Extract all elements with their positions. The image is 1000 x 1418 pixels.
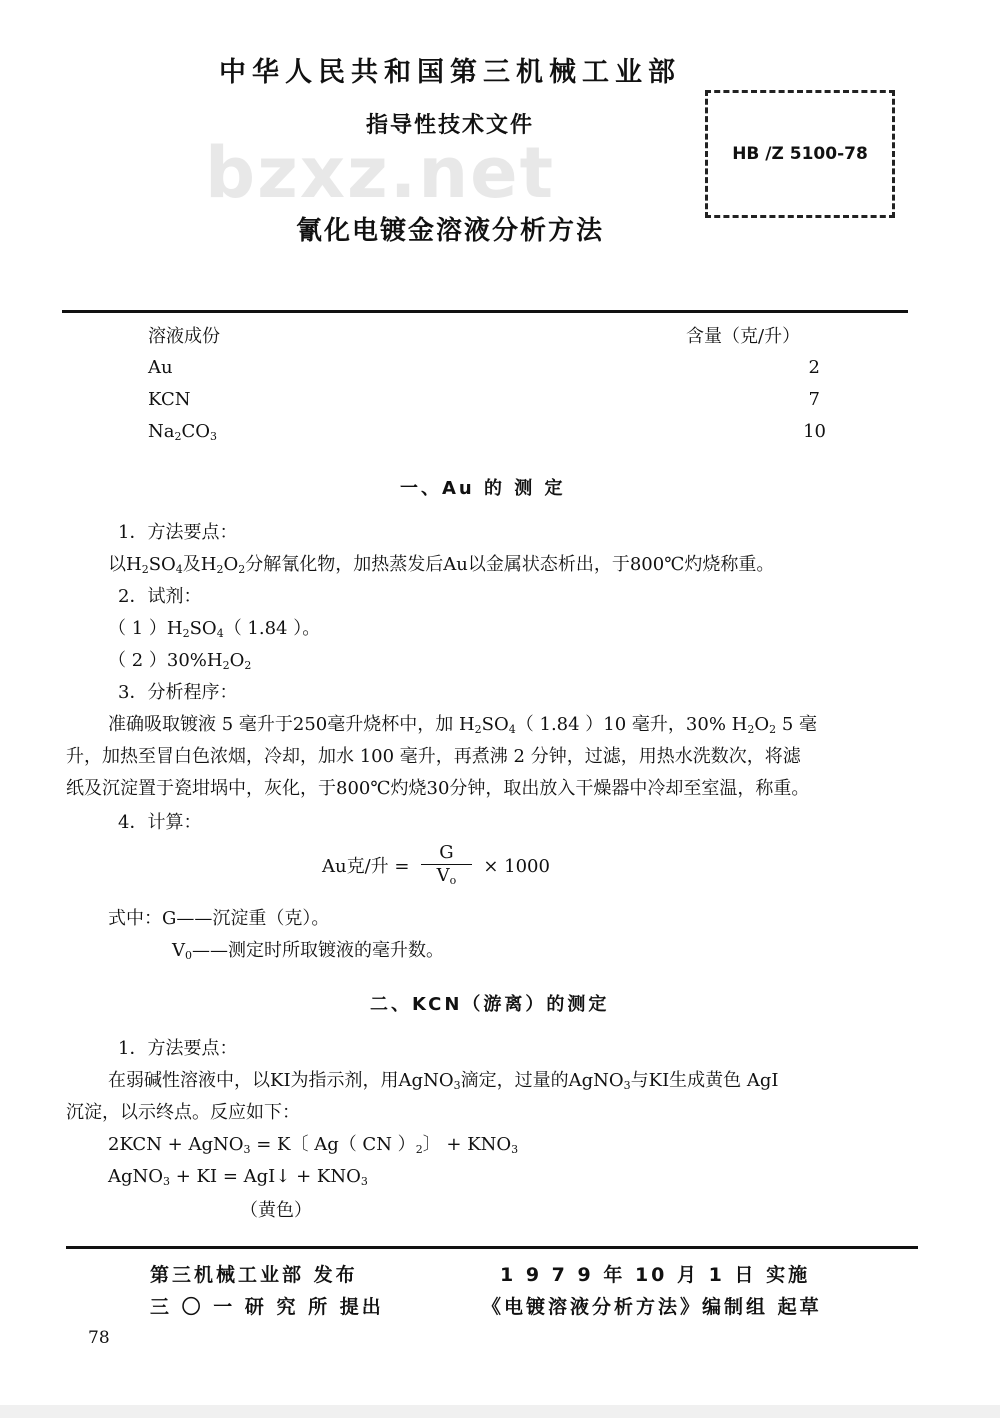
definition-line: $V_0——$测定时所取镀液的毫升数。 (172, 940, 444, 962)
standard-number: HB /Z 5100-78 (732, 144, 868, 164)
paragraph-line: 沉淀，以示终点。反应如下： (66, 1102, 300, 1123)
definition-line: 式中：G——沉淀重（克）。 (108, 908, 330, 929)
subsection-title: 1．方法要点： (118, 1038, 238, 1059)
table-row-value: 2 (808, 357, 820, 378)
footer-rule (66, 1246, 918, 1249)
reagent-item: （ 1 ）$H_2SO_4$（ 1.84 ）。 (108, 618, 321, 640)
issuing-organization: 中华人民共和国第三机械工业部 (219, 57, 681, 88)
document-type: 指导性技术文件 (365, 113, 534, 138)
table-header-component: 溶液成份 (148, 326, 220, 347)
effective-date: 1 9 7 9 年 10 月 1 日 实施 (500, 1264, 811, 1286)
formula-fraction (421, 842, 471, 892)
section-heading: 一、Au 的 测 定 (400, 478, 566, 499)
subsection-title: 4．计算： (118, 812, 202, 833)
header-rule (62, 310, 908, 313)
reaction-equation: 2KCN + AgNO$_3$ = K〔 Ag（ CN ）$_2$〕 + $KNO_3$ (108, 1134, 519, 1156)
standard-number-box (705, 90, 895, 218)
paragraph-line: 升，加热至冒白色浓烟，冷却，加水 100 毫升，再煮沸 2 分钟，过滤，用热水洗数次，将滤 (66, 746, 801, 767)
issuer: 第三机械工业部 发布 (150, 1264, 358, 1286)
document-title: 氰化电镀金溶液分析方法 (295, 216, 604, 246)
drafter: 《电镀溶液分析方法》编制组 起草 (482, 1296, 822, 1318)
section-heading: 二、KCN（游离）的测定 (370, 994, 610, 1015)
subsection-title: 1．方法要点： (118, 522, 238, 543)
page-number: 78 (88, 1328, 110, 1348)
proposer: 三 〇 一 研 究 所 提出 (150, 1296, 384, 1318)
reaction-equation: AgNO$_3$ + KI = AgI↓ + $KNO_3$ (108, 1166, 368, 1188)
formula-denominator: $V_o$ (436, 865, 457, 887)
formula-rhs: × 1000 (483, 856, 550, 877)
paragraph-line: 以$H_2SO_4$及$H_2O_2$分解氰化物，加热蒸发后Au以金属状态析出，于800℃灼烧称重。 (108, 554, 775, 576)
table-row-value: 7 (808, 389, 820, 410)
watermark: bzxz.net (205, 132, 556, 214)
paragraph-line: 在弱碱性溶液中，以KI为指示剂，用AgNO$_3$滴定，过量的AgNO$_3$与KI生成黄色 AgI (108, 1070, 779, 1092)
paragraph-line: 纸及沉淀置于瓷坩埚中，灰化，于800℃灼烧30分钟，取出放入干燥器中冷却至室温，称重。 (66, 778, 810, 799)
formula-numerator: G (421, 842, 471, 865)
reagent-item: （ 2 ）$30\%H_2O_2$ (108, 650, 252, 672)
subsection-title: 3．分析程序： (118, 682, 238, 703)
precipitate-note: （黄色） (240, 1200, 312, 1221)
subsection-title: 2．试剂： (118, 586, 202, 607)
table-row-name: $Na_2CO_3$ (148, 421, 218, 443)
formula-lhs: Au克/升 = (322, 856, 410, 877)
table-row-value: 10 (803, 421, 826, 442)
formula (322, 842, 550, 892)
paragraph-line: 准确吸取镀液 5 毫升于250毫升烧杯中，加 $H_2SO_4$（ 1.84 ）10 毫升，30% $H_2O_2$ 5 毫 (108, 714, 818, 736)
page-bottom-edge (0, 1405, 1000, 1418)
table-row-name: Au (148, 357, 173, 378)
table-row-name: KCN (148, 389, 191, 410)
table-header-content: 含量（克/升） (686, 326, 801, 347)
